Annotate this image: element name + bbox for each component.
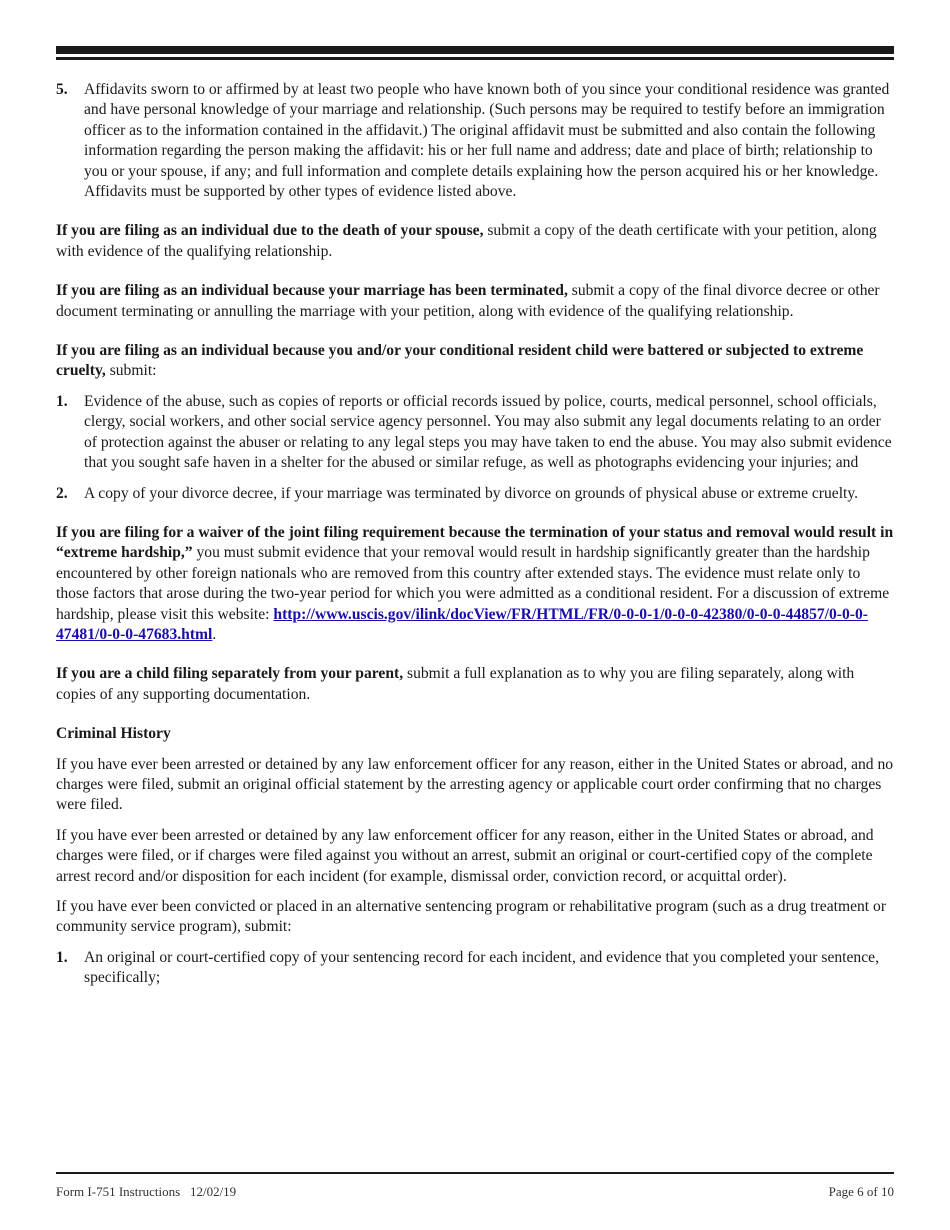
paragraph-end: . [212,625,217,643]
battered-item-1 [56,392,894,474]
item-number: 1. [56,948,68,966]
item-text: Evidence of the abuse, such as copies of reports or official records issued by police, courts, medical personnel, school officials, clergy, social workers, and other social service agency personnel. You may also submit any legal documents relating to an order of protection against the abuser or relating to any legal steps you may have taken to end the abuse. You may also submit evidence that you sought safe haven in a shelter for the abused or similar refuge, as well as photographs evidencing your injuries; and [84,392,892,472]
criminal-paragraph-no-charges: If you have ever been arrested or detained by any law enforcement officer for any reason, either in the United States or abroad, and no charges were filed, submit an original official statement by the arresting agency or applicable court order confirming that no charges were filed. [56,755,894,814]
footer-rule [56,1172,894,1174]
item-text: An original or court-certified copy of your sentencing record for each incident, and evidence that you completed your sentence, specifically; [84,948,879,987]
footer-form-info: Form I-751 Instructions 12/02/19 [56,1184,237,1199]
page-content [56,80,894,989]
item-text: A copy of your divorce decree, if your marriage was terminated by divorce on grounds of physical abuse or extreme cruelty. [84,484,859,502]
header-rule-thick [56,46,894,54]
item-5-affidavits [56,80,894,202]
bold-lead: If you are a child filing separately from your parent, [56,665,404,683]
criminal-paragraph-convicted: If you have ever been convicted or placed in an alternative sentencing program or rehabilitative program (such as a drug treatment or community service program), submit: [56,898,887,936]
battered-item-2 [56,484,894,504]
paragraph-text: submit a copy of the final divorce decree or other document terminating or annulling the marriage with your petition, along with evidence of the qualifying relationship. [56,282,880,320]
marriage-terminated-paragraph [56,281,894,322]
paragraph-text: submit a full explanation as to why you are filing separately, along with copies of any supporting documentation. [56,665,855,703]
paragraph-text: submit: [105,362,157,380]
extreme-hardship-link[interactable]: http://www.uscis.gov/ilink/docView/FR/HTML/FR/0-0-0-1/0-0-0-42380/0-0-0-44857/0-0-0-47481/0-0-0-47683.html [56,605,868,643]
bold-lead: If you are filing as an individual because you and/or your conditional resident child were battered or subjected to extreme cruelty, [56,342,864,380]
criminal-history-heading: Criminal History [56,725,171,743]
item-number: 1. [56,392,68,410]
paragraph-text: submit a copy of the death certificate with your petition, along with evidence of the qualifying relationship. [56,222,877,260]
extreme-hardship-paragraph [56,523,894,645]
criminal-item-1 [56,948,894,989]
paragraph-text: you must submit evidence that your removal would result in hardship significantly greater than the hardship encountered by other foreign nationals who are removed from this country after extended stays. The evidence must relate only to those factors that arose during the two-year period for which you were admitted as a conditional resident. For a discussion of extreme hardship, please visit this website: [56,544,890,623]
footer-page-number: Page 6 of 10 [828,1184,894,1199]
item-number: 2. [56,484,68,502]
battered-paragraph [56,341,894,382]
item-text: Affidavits sworn to or affirmed by at least two people who have known both of you since your conditional residence was granted and have personal knowledge of your marriage and relationship. (Such persons may be required to testify before an immigration officer as to the information contained in the affidavit.) The original affidavit must be submitted and also contain the following information regarding the person making the affidavit: his or her full name and address; date and place of birth; relationship to you or your spouse, if any; and full information and complete details explaining how the person acquired his or her knowledge. Affidavits must be supported by other types of evidence listed above. [84,81,890,201]
bold-lead: If you are filing as an individual due to the death of your spouse, [56,222,484,240]
criminal-paragraph-charges-filed: If you have ever been arrested or detained by any law enforcement officer for any reason, either in the United States or abroad, and charges were filed, or if charges were filed against you without an arrest, submit an original or court-certified copy of the complete arrest record and/or disposition for each incident (for example, dismissal order, conviction record, or acquittal order). [56,826,874,885]
death-of-spouse-paragraph [56,221,894,262]
header-rule-thin [56,57,894,60]
bold-lead: If you are filing as an individual because your marriage has been terminated, [56,282,568,300]
item-number: 5. [56,81,68,98]
bold-lead: If you are filing for a waiver of the joint filing requirement because the termination of your status and removal would result in “extreme hardship,” [56,523,894,562]
child-filing-paragraph [56,664,894,705]
